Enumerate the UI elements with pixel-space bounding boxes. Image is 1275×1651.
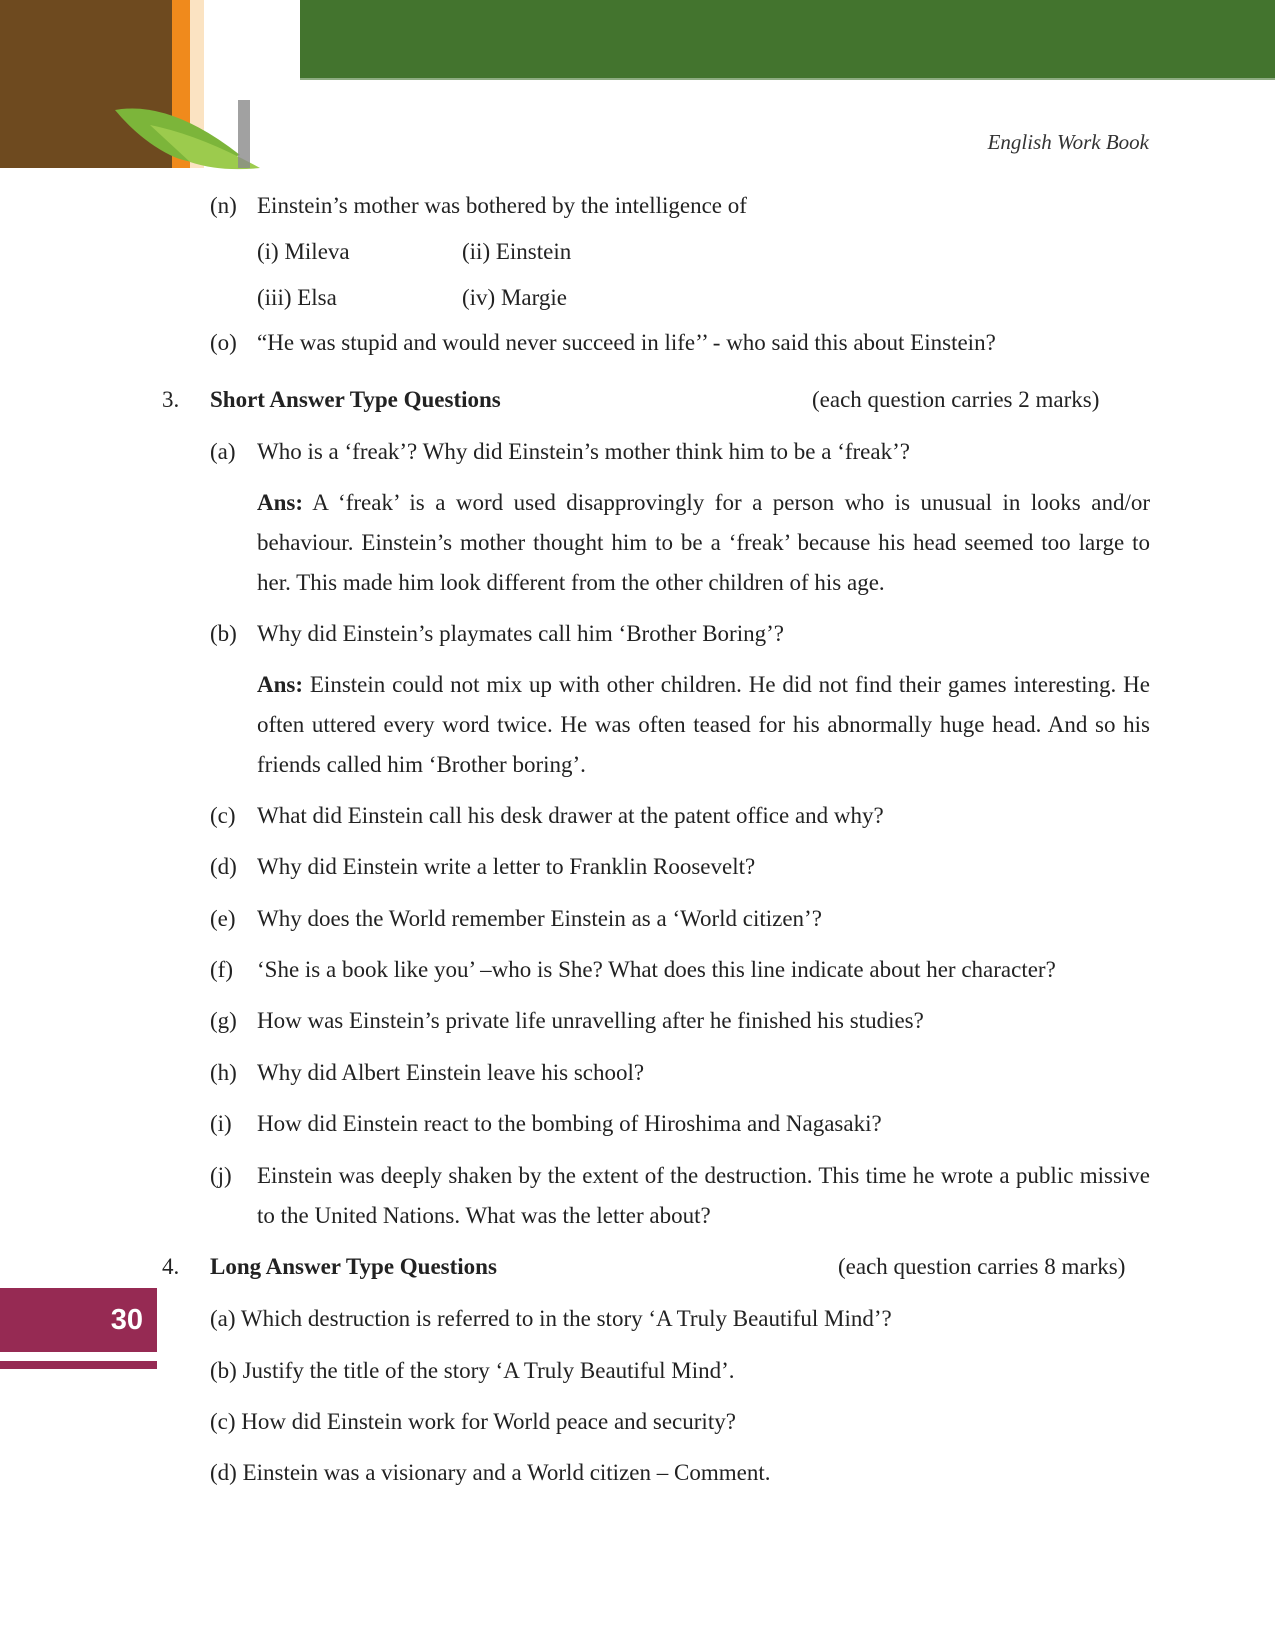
section-title: Long Answer Type Questions: [210, 1254, 497, 1279]
question-text: Why did Albert Einstein leave his school?: [257, 1060, 645, 1085]
answer-3b: [257, 665, 1150, 785]
question-label: (g): [210, 1008, 237, 1033]
option-iv: (iv) Margie: [462, 285, 567, 310]
answer-text: Einstein could not mix up with other children. He did not find their games interesting. He often uttered every word twice. He was often teased for his abnormally huge head. And so his friends called him ‘Brother boring’.: [257, 672, 1150, 777]
question-label: (b): [210, 621, 237, 646]
question-text: Einstein’s mother was bothered by the intelligence of: [257, 193, 747, 218]
option-iii: (iii) Elsa: [257, 285, 337, 310]
question-text: ‘She is a book like you’ –who is She? What does this line indicate about her character?: [257, 957, 1056, 982]
question-label: (o): [210, 330, 237, 355]
section-number: 3.: [162, 387, 180, 412]
question-label: (i): [210, 1111, 232, 1136]
long-question-a: (a) Which destruction is referred to in the story ‘A Truly Beautiful Mind’?: [210, 1306, 892, 1331]
running-head: English Work Book: [987, 130, 1149, 154]
long-question-c: (c) How did Einstein work for World peace and security?: [210, 1409, 736, 1434]
question-text: Why did Einstein’s playmates call him ‘Brother Boring’?: [257, 621, 784, 646]
question-text: “He was stupid and would never succeed in life’’ - who said this about Einstein?: [257, 330, 996, 355]
question-text: Who is a ‘freak’? Why did Einstein’s mother think him to be a ‘freak’?: [257, 439, 910, 464]
question-label: (j): [210, 1163, 232, 1188]
question-text: Einstein was deeply shaken by the extent of the destruction. This time he wrote a public missive to the United Nations. What was the letter about?: [257, 1163, 1150, 1228]
header-band: [300, 0, 1275, 78]
option-ii: (ii) Einstein: [462, 239, 572, 264]
question-text: How was Einstein’s private life unravelling after he finished his studies?: [257, 1008, 924, 1033]
question-label: (f): [210, 957, 233, 982]
question-label: (d): [210, 854, 237, 879]
question-text: Why did Einstein write a letter to Franklin Roosevelt?: [257, 854, 756, 879]
answer-label: Ans:: [257, 490, 304, 515]
answer-text: A ‘freak’ is a word used disapprovingly for a person who is unusual in looks and/or behaviour. Einstein’s mother thought him to be a ‘freak’ because his head seemed too large to her. This made him look different from the other children of his age.: [257, 490, 1150, 595]
header-rule: [300, 78, 1275, 80]
question-label: (h): [210, 1060, 237, 1085]
section-marks: (each question carries 8 marks): [838, 1254, 1126, 1279]
question-label: (a): [210, 439, 236, 464]
long-question-b: (b) Justify the title of the story ‘A Truly Beautiful Mind’.: [210, 1358, 735, 1383]
long-question-d: (d) Einstein was a visionary and a World citizen – Comment.: [210, 1460, 771, 1485]
section-number: 4.: [162, 1254, 180, 1279]
leaf-icon: [110, 100, 290, 175]
section-title: Short Answer Type Questions: [210, 387, 501, 412]
page-number: 30: [0, 1288, 157, 1352]
question-label: (e): [210, 906, 236, 931]
question-text: How did Einstein react to the bombing of Hiroshima and Nagasaki?: [257, 1111, 882, 1136]
page-number-rule: [0, 1361, 157, 1369]
question-text: Why does the World remember Einstein as a ‘World citizen’?: [257, 906, 822, 931]
option-i: (i) Mileva: [257, 239, 350, 264]
answer-label: Ans:: [257, 672, 304, 697]
question-text: What did Einstein call his desk drawer at the patent office and why?: [257, 803, 884, 828]
question-label: (c): [210, 803, 236, 828]
section-marks: (each question carries 2 marks): [812, 387, 1100, 412]
answer-3a: [257, 483, 1150, 603]
question-label: (n): [210, 193, 237, 218]
